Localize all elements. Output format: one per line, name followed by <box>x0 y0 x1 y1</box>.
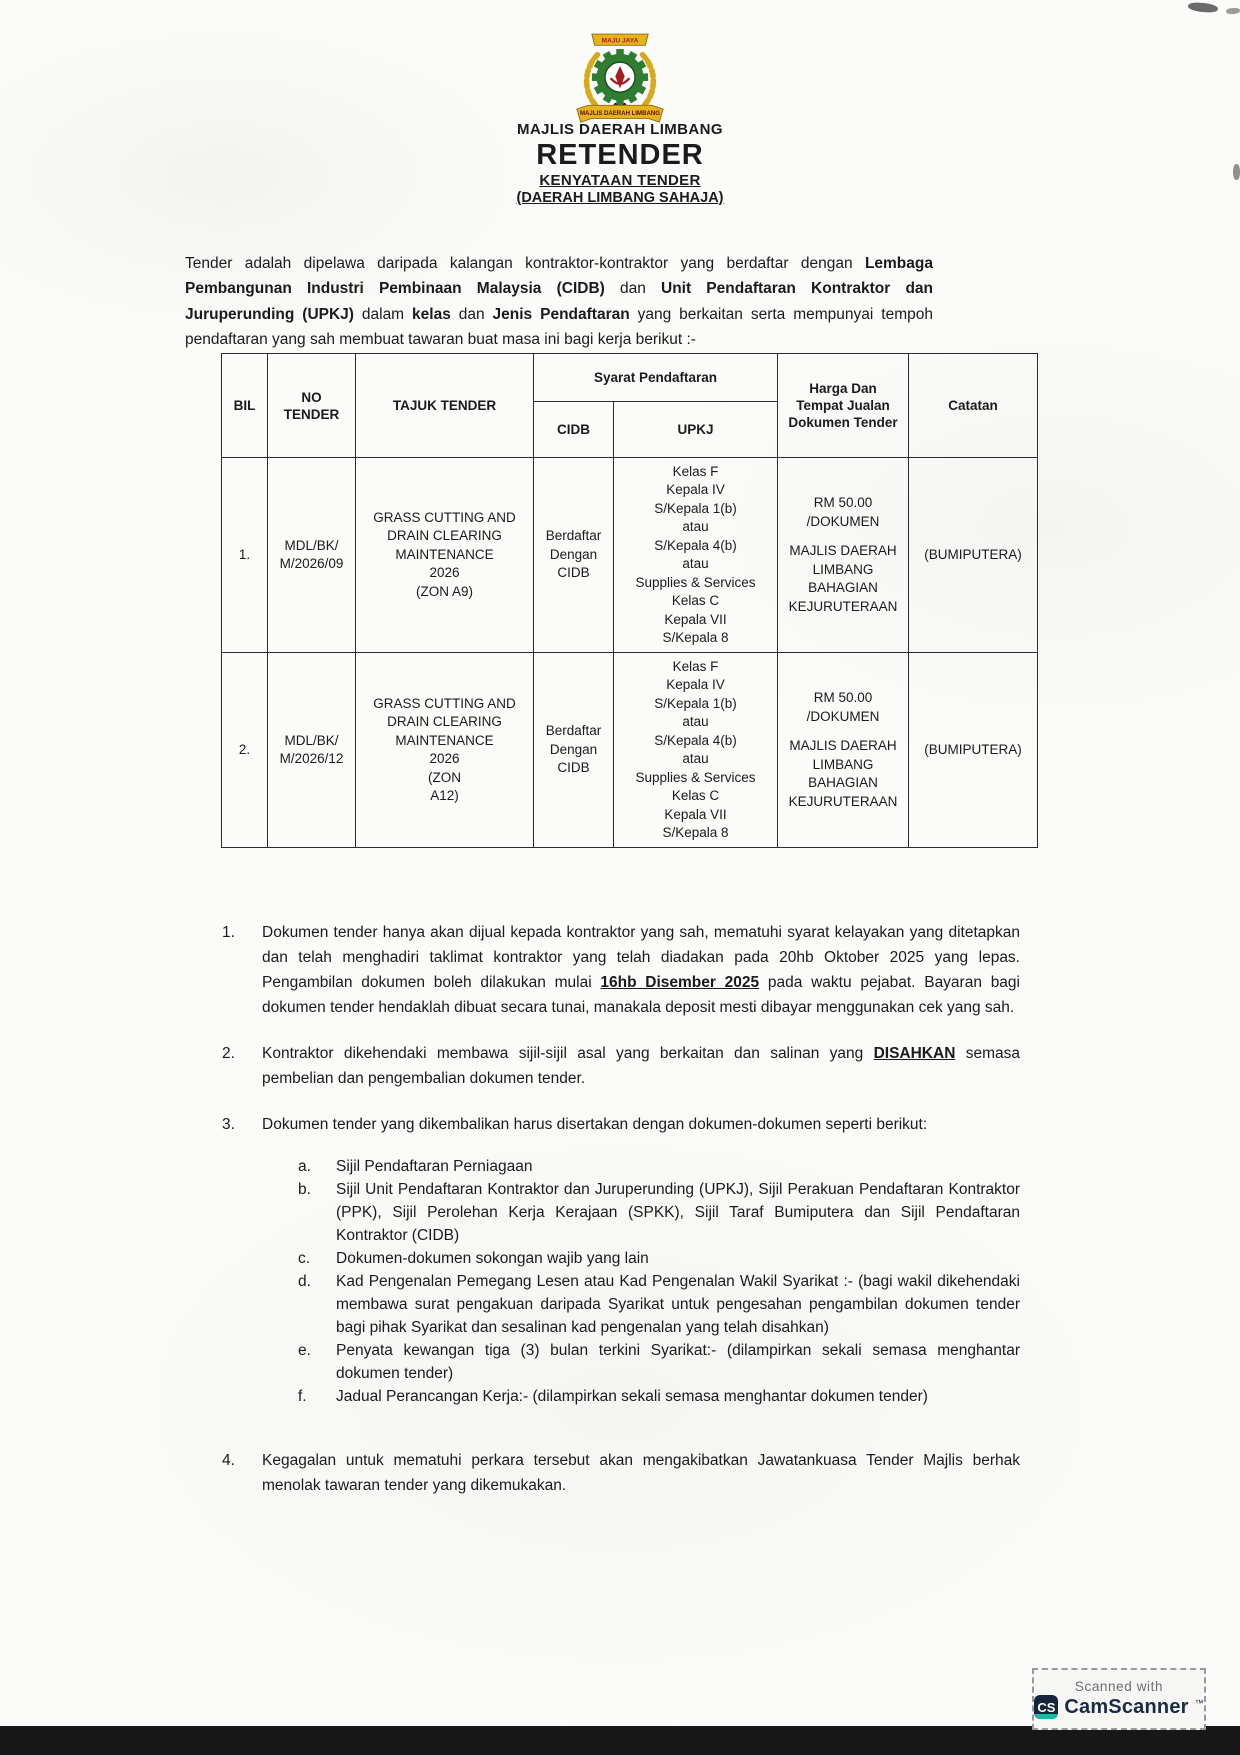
col-header-line: Dokumen Tender <box>788 415 898 430</box>
table-body <box>222 458 1038 848</box>
col-header-line: TENDER <box>283 406 340 422</box>
col-header-line: NO <box>301 389 322 405</box>
intro-segment: Tender adalah dipelawa daripada kalangan kontraktor-kontraktor yang berdaftar dengan <box>185 254 865 272</box>
note-segment: Kegagalan untuk mematuhi perkara tersebut akan mengakibatkan Jawatankuasa Tender Majlis berhak menolak tawaran tender yang dikemukakan. <box>262 1452 1020 1494</box>
intro-segment: dan <box>604 280 662 297</box>
intro-segment: Unit Pendaftaran Kontraktor dan Juruperunding (UPKJ) <box>185 280 933 323</box>
tender-row <box>222 458 1038 653</box>
note-segment: Dokumen tender yang dikembalikan harus disertakan dengan dokumen-dokumen seperti berikut: <box>262 1116 928 1133</box>
note-segment: Kontraktor dikehendaki membawa sijil-sijil asal yang berkaitan dan salinan yang <box>262 1045 874 1062</box>
subitem-letter: f. <box>298 1388 307 1405</box>
note-number: 4. <box>222 1452 235 1469</box>
cell-no-tender: MDL/BK/ M/2026/09 <box>268 458 356 653</box>
note-text <box>262 1112 1020 1137</box>
scan-artifact <box>1226 8 1240 15</box>
note-segment: DISAHKAN <box>873 1045 956 1062</box>
intro-segment: dalam <box>353 305 413 323</box>
col-header-cidb: CIDB <box>534 402 614 458</box>
intro-paragraph <box>185 251 933 353</box>
cell-cidb: Berdaftar Dengan CIDB <box>534 458 614 653</box>
camscanner-watermark <box>1032 1668 1206 1730</box>
table-header <box>222 354 1038 458</box>
note-subitem <box>262 1178 1020 1247</box>
note-body <box>262 1041 1020 1091</box>
notes-list <box>222 920 1020 1519</box>
camscanner-brand-row <box>1034 1695 1203 1719</box>
intro-segment: dan <box>450 305 493 323</box>
note-body <box>262 1448 1020 1498</box>
cell-catatan: (BUMIPUTERA) <box>909 458 1038 653</box>
note-item <box>222 920 1020 1020</box>
note-text <box>262 920 1020 1020</box>
trademark-symbol: ™ <box>1194 1698 1204 1708</box>
intro-segment: Lembaga Pembangunan Industri Pembinaan Malaysia (CIDB) <box>185 254 933 297</box>
crest-icon <box>545 32 695 128</box>
cell-tajuk-tender: GRASS CUTTING AND DRAIN CLEARING MAINTENANCE 2026 (ZON A12) <box>356 653 534 848</box>
page-title: RETENDER <box>536 139 704 171</box>
note-subitems <box>262 1155 1020 1408</box>
doc-subtitle-region: (DAERAH LIMBANG SAHAJA) <box>516 190 724 206</box>
doc-subtitle: KENYATAAN TENDER <box>539 172 701 189</box>
note-number: 1. <box>222 924 235 941</box>
col-header-line: Harga Dan <box>809 381 877 396</box>
note-segment: pada waktu pejabat. Bayaran bagi dokumen tender hendaklah dibuat secara tunai, manakala deposit mesti dibayar menggunakan cek yang sah. <box>262 974 1020 1016</box>
cell-cidb: Berdaftar Dengan CIDB <box>534 653 614 848</box>
intro-segment: yang berkaitan serta mempunyai tempoh pendaftaran yang sah membuat tawaran buat masa ini bagi kerja berikut :- <box>185 305 933 348</box>
cell-harga: RM 50.00 /DOKUMEN MAJLIS DAERAH LIMBANG BAHAGIAN KEJURUTERAAN <box>778 653 909 848</box>
camscanner-icon: CS <box>1034 1695 1058 1719</box>
col-header-tajuk: TAJUK TENDER <box>356 354 534 458</box>
col-header-catatan: Catatan <box>909 354 1038 458</box>
scan-bottom-bar <box>0 1726 1240 1755</box>
note-subitem <box>262 1155 1020 1178</box>
cell-upkj: Kelas F Kepala IV S/Kepala 1(b) atau S/Kepala 4(b) atau Supplies & Services Kelas C Kepala VII S/Kepala 8 <box>614 653 778 848</box>
logo-top-banner-text: MAJU JAYA <box>601 37 639 45</box>
scanned-with-label: Scanned with <box>1074 1679 1164 1694</box>
note-body <box>262 1112 1020 1408</box>
cell-harga: RM 50.00 /DOKUMEN MAJLIS DAERAH LIMBANG BAHAGIAN KEJURUTERAAN <box>778 458 909 653</box>
cell-bil: 2. <box>222 653 268 848</box>
subitem-letter: d. <box>298 1273 311 1290</box>
tender-row <box>222 653 1038 848</box>
note-text <box>262 1448 1020 1498</box>
col-header-syarat: Syarat Pendaftaran <box>534 354 778 402</box>
note-number: 2. <box>222 1045 235 1062</box>
subitem-text: Sijil Pendaftaran Perniagaan <box>336 1158 533 1175</box>
col-header-line: Tempat Jualan <box>796 398 890 413</box>
note-subitem <box>262 1339 1020 1385</box>
subitem-letter: a. <box>298 1158 311 1175</box>
subitem-letter: c. <box>298 1250 311 1267</box>
note-item <box>222 1448 1020 1498</box>
note-subitem <box>262 1247 1020 1270</box>
cell-bil: 1. <box>222 458 268 653</box>
subitem-text: Dokumen-dokumen sokongan wajib yang lain <box>336 1250 649 1267</box>
cell-tajuk-tender: GRASS CUTTING AND DRAIN CLEARING MAINTENANCE 2026 (ZON A9) <box>356 458 534 653</box>
col-header-no-tender <box>268 354 356 458</box>
subitem-text: Penyata kewangan tiga (3) bulan terkini Syarikat:- (dilampirkan sekali semasa menghantar dokumen tender) <box>336 1342 1020 1382</box>
col-header-upkj: UPKJ <box>614 402 778 458</box>
camscanner-brand-name: CamScanner <box>1064 1695 1189 1718</box>
note-subitem <box>262 1270 1020 1339</box>
col-header-harga <box>778 354 909 458</box>
subitem-letter: e. <box>298 1342 311 1359</box>
note-number: 3. <box>222 1116 235 1133</box>
cell-no-tender: MDL/BK/ M/2026/12 <box>268 653 356 848</box>
intro-segment: Jenis Pendaftaran <box>492 305 630 323</box>
org-name: MAJLIS DAERAH LIMBANG <box>517 121 723 138</box>
logo-bottom-banner-text: MAJLIS DAERAH LIMBANG <box>579 110 661 118</box>
cell-upkj: Kelas F Kepala IV S/Kepala 1(b) atau S/Kepala 4(b) atau Supplies & Services Kelas C Kepala VII S/Kepala 8 <box>614 458 778 653</box>
subitem-text: Sijil Unit Pendaftaran Kontraktor dan Juruperunding (UPKJ), Sijil Perakuan Pendaftaran Kontraktor (PPK), Sijil Perolehan Kerja Kerajaan (SPKK), Sijil Taraf Bumiputera dan Sijil Pendaftaran Kontraktor (CIDB) <box>336 1181 1020 1244</box>
subitem-text: Kad Pengenalan Pemegang Lesen atau Kad Pengenalan Wakil Syarikat :- (bagi wakil dikehendaki membawa surat pengakuan daripada Syarikat untuk pengesahan pengambilan dokumen tender bagi pihak Syarikat dan sesalinan kad pengenalan yang telah disahkan) <box>336 1273 1020 1336</box>
note-text <box>262 1041 1020 1091</box>
subitem-letter: b. <box>298 1181 311 1198</box>
note-body <box>262 920 1020 1020</box>
note-segment: Dokumen tender hanya akan dijual kepada kontraktor yang sah, mematuhi syarat kelayakan yang ditetapkan dan telah menghadiri taklimat kontraktor yang telah diadakan pada 20hb Oktober 2025 yang lepas. Pengambilan dokumen boleh dilakukan mulai <box>262 924 1020 991</box>
note-subitem <box>262 1385 1020 1408</box>
subitem-text: Jadual Perancangan Kerja:- (dilampirkan sekali semasa menghantar dokumen tender) <box>336 1388 928 1405</box>
council-crest-logo <box>0 32 1240 128</box>
col-header-bil: BIL <box>222 354 268 458</box>
scan-artifact <box>1188 1 1219 13</box>
note-item <box>222 1041 1020 1091</box>
tender-table <box>221 353 1038 848</box>
cell-catatan: (BUMIPUTERA) <box>909 653 1038 848</box>
note-item <box>222 1112 1020 1408</box>
intro-segment: kelas <box>412 305 451 323</box>
note-segment: semasa pembelian dan pengembalian dokumen tender. <box>262 1045 1020 1087</box>
note-segment: 16hb Disember 2025 <box>600 974 760 991</box>
